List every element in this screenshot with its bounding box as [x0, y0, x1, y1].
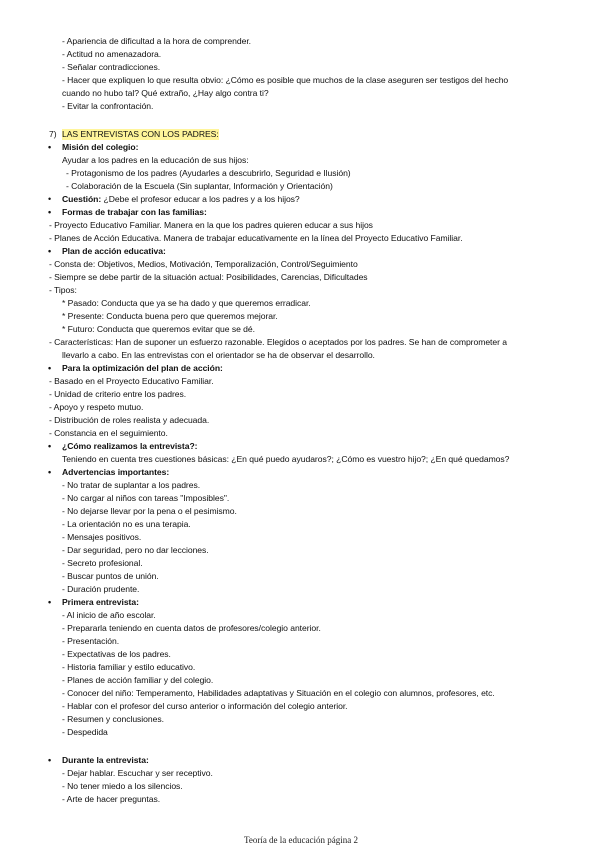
plan-line: - Siempre se debe partir de la situación actual: Posibilidades, Carencias, Dificultades	[49, 272, 368, 282]
intro-line: - Actitud no amenazadora.	[62, 49, 162, 59]
heading-primera: • Primera entrevista:	[62, 597, 139, 608]
mision-line: - Colaboración de la Escuela (Sin suplantar, Información y Orientación)	[66, 181, 333, 191]
advertencias-line: - No tratar de suplantar a los padres.	[62, 480, 201, 490]
plan-line: * Futuro: Conducta que queremos evitar que se dé.	[62, 324, 255, 334]
primera-line: - Prepararla teniendo en cuenta datos de profesores/colegio anterior.	[62, 623, 321, 633]
plan-line: * Pasado: Conducta que ya se ha dado y que queremos erradicar.	[62, 298, 311, 308]
primera-line: - Resumen y conclusiones.	[62, 714, 164, 724]
primera-line: - Expectativas de los padres.	[62, 649, 171, 659]
heading-plan: • Plan de acción educativa:	[62, 246, 166, 257]
primera-line: - Hablar con el profesor del curso anterior o información del colegio anterior.	[62, 701, 348, 711]
section-number: 7)	[49, 129, 57, 139]
primera-line: - Planes de acción familiar y del colegio.	[62, 675, 214, 685]
heading-como: • ¿Cómo realizamos la entrevista?:	[62, 441, 197, 452]
intro-line: - Hacer que expliquen lo que resulta obvio: ¿Cómo es posible que muchos de la clase aseguren ser testigos del hecho	[62, 75, 509, 85]
advertencias-line: - Buscar puntos de unión.	[62, 571, 159, 581]
intro-line: - Apariencia de dificultad a la hora de comprender.	[62, 36, 252, 46]
heading-advertencias: • Advertencias importantes:	[62, 467, 169, 478]
advertencias-line: - No dejarse llevar por la pena o el pesimismo.	[62, 506, 237, 516]
advertencias-line: - La orientación no es una terapia.	[62, 519, 191, 529]
optimizacion-line: - Basado en el Proyecto Educativo Familiar.	[49, 376, 214, 386]
primera-line: - Al inicio de año escolar.	[62, 610, 156, 620]
plan-line: llevarlo a cabo. En las entrevistas con el orientador se ha de observar el desarrollo.	[62, 350, 375, 360]
heading-cuestion: Cuestión:	[62, 194, 102, 204]
heading-durante: • Durante la entrevista:	[62, 755, 149, 766]
heading-optimizacion: • Para la optimización del plan de acción:	[62, 363, 223, 374]
optimizacion-line: - Constancia en el seguimiento.	[49, 428, 168, 438]
heading-formas: • Formas de trabajar con las familias:	[62, 207, 207, 218]
intro-line: - Evitar la confrontación.	[62, 101, 154, 111]
optimizacion-line: - Distribución de roles realista y adecuada.	[49, 415, 210, 425]
cuestion-text: ¿Debe el profesor educar a los padres y a los hijos?	[101, 194, 300, 204]
intro-line: cuando no hubo tal? Qué extraño, ¿Hay algo contra ti?	[62, 88, 269, 98]
plan-line: - Características: Han de suponer un esfuerzo razonable. Elegidos o aceptados por los padres. Se han de comprometer a	[49, 337, 507, 347]
advertencias-line: - Mensajes positivos.	[62, 532, 142, 542]
durante-line: - Dejar hablar. Escuchar y ser receptivo.	[62, 768, 213, 778]
heading-mision: • Misión del colegio:	[62, 142, 138, 153]
formas-line: - Planes de Acción Educativa. Manera de trabajar educativamente en la línea del Proyecto Educativo Familiar.	[49, 233, 463, 243]
durante-line: - No tener miedo a los silencios.	[62, 781, 183, 791]
intro-line: - Señalar contradicciones.	[62, 62, 161, 72]
primera-line: - Presentación.	[62, 636, 120, 646]
primera-line: - Despedida	[62, 727, 108, 737]
durante-line: - Arte de hacer preguntas.	[62, 794, 161, 804]
formas-line: - Proyecto Educativo Familiar. Manera en la que los padres quieren educar a sus hijos	[49, 220, 373, 230]
advertencias-line: - Dar seguridad, pero no dar lecciones.	[62, 545, 209, 555]
plan-line: - Consta de: Objetivos, Medios, Motivación, Temporalización, Control/Seguimiento	[49, 259, 358, 269]
advertencias-line: - Duración prudente.	[62, 584, 140, 594]
section-title: LAS ENTREVISTAS CON LOS PADRES:	[62, 129, 219, 139]
primera-line: - Conocer del niño: Temperamento, Habilidades adaptativas y Situación en el colegio con alumnos, profesores, etc.	[62, 688, 495, 698]
mision-line: - Protagonismo de los padres (Ayudarles a descubrirlo, Seguridad e Ilusión)	[66, 168, 351, 178]
optimizacion-line: - Apoyo y respeto mutuo.	[49, 402, 144, 412]
primera-line: - Historia familiar y estilo educativo.	[62, 662, 196, 672]
plan-line: * Presente: Conducta buena pero que queremos mejorar.	[62, 311, 278, 321]
cuestion-item	[62, 194, 300, 205]
como-text: Teniendo en cuenta tres cuestiones básicas: ¿En qué puedo ayudaros?; ¿Cómo es vuestro hijo?; ¿En qué quedamos?	[62, 454, 510, 464]
mision-line: Ayudar a los padres en la educación de sus hijos:	[62, 155, 249, 165]
plan-line: - Tipos:	[49, 285, 77, 295]
advertencias-line: - Secreto profesional.	[62, 558, 143, 568]
optimizacion-line: - Unidad de criterio entre los padres.	[49, 389, 187, 399]
page-footer: Teoría de la educación página 2	[243, 835, 359, 845]
advertencias-line: - No cargar al niños con tareas "Imposibles".	[62, 493, 230, 503]
